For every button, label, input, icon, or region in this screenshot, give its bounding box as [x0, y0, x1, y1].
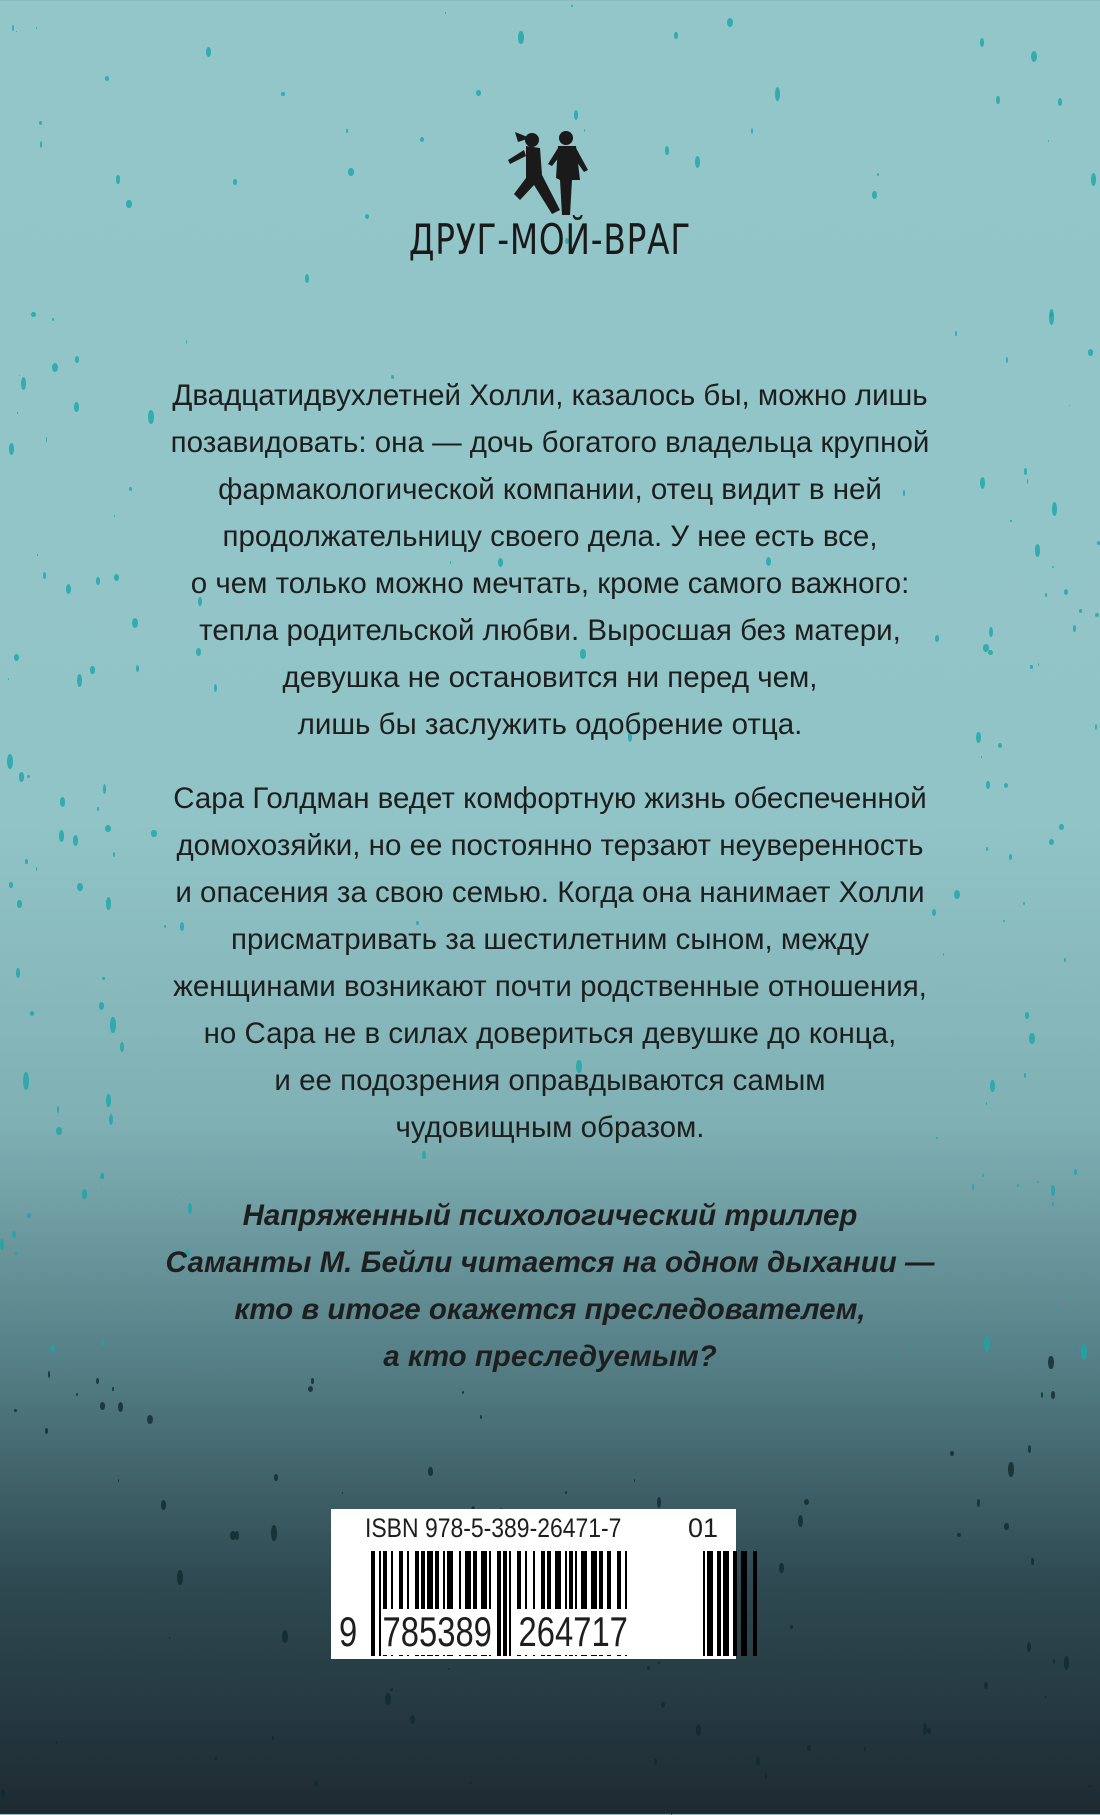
- splatter-dot: [927, 1728, 931, 1734]
- splatter-dot: [9, 882, 13, 888]
- splatter-dot: [281, 92, 285, 96]
- barcode-bar: [497, 1551, 501, 1656]
- text-line: Саманты М. Бейли читается на одном дыхании —: [165, 1246, 935, 1279]
- splatter-dot: [314, 1781, 317, 1788]
- splatter-dot: [462, 1391, 464, 1394]
- splatter-dot: [177, 1570, 182, 1585]
- splatter-dot: [12, 1231, 16, 1238]
- splatter-dot: [272, 1736, 275, 1740]
- splatter-dot: [1081, 1344, 1086, 1360]
- splatter-dot: [46, 437, 47, 441]
- splatter-dot: [1064, 589, 1068, 595]
- splatter-dot: [1052, 566, 1054, 568]
- splatter-dot: [480, 1415, 482, 1419]
- splatter-dot: [654, 1759, 657, 1765]
- splatter-dot: [271, 1525, 277, 1541]
- splatter-dot: [14, 1409, 17, 1413]
- splatter-dot: [43, 572, 46, 579]
- text-line: продолжательницу своего дела. У нее есть все,: [222, 520, 878, 553]
- splatter-dot: [8, 678, 9, 680]
- splatter-dot: [756, 1756, 760, 1767]
- splatter-dot: [147, 1415, 153, 1424]
- splatter-dot: [16, 968, 20, 977]
- splatter-dot: [571, 5, 572, 7]
- splatter-dot: [19, 772, 23, 782]
- text-line: тепла родительской любви. Выросшая без матери,: [199, 614, 901, 647]
- splatter-dot: [27, 1213, 31, 1218]
- splatter-dot: [1051, 1185, 1055, 1196]
- splatter-dot: [48, 1371, 50, 1377]
- text-line: позавидовать: она — дочь богатого владельца крупной: [170, 426, 930, 459]
- text-line: чудовищным образом.: [395, 1111, 705, 1144]
- barcode-bar: [733, 1551, 737, 1656]
- splatter-dot: [390, 1688, 392, 1691]
- text-line: о чем только можно мечтать, кроме самого важного:: [190, 567, 910, 600]
- splatter-dot: [647, 1666, 649, 1670]
- splatter-dot: [101, 1187, 102, 1188]
- splatter-dot: [342, 1492, 343, 1494]
- splatter-dot: [798, 1515, 803, 1527]
- splatter-dot: [12, 25, 14, 31]
- splatter-dot: [75, 356, 79, 363]
- splatter-dot: [1027, 1642, 1031, 1652]
- splatter-dot: [118, 1402, 123, 1412]
- splatter-dot: [1095, 613, 1099, 617]
- barcode-bar: [741, 1551, 747, 1656]
- splatter-dot: [422, 1151, 427, 1159]
- splatter-dot: [1079, 609, 1082, 613]
- splatter-dot: [17, 900, 21, 907]
- splatter-dot: [727, 18, 733, 28]
- splatter-dot: [565, 1491, 567, 1494]
- splatter-dot: [169, 1637, 171, 1639]
- splatter-dot: [1073, 625, 1075, 632]
- barcode-bar: [503, 1551, 507, 1656]
- splatter-dot: [100, 1402, 105, 1409]
- splatter-dot: [1052, 1202, 1054, 1206]
- splatter-dot: [214, 1757, 216, 1760]
- text-line: Сара Голдман ведет комфортную жизнь обеспеченной: [173, 782, 927, 815]
- splatter-dot: [1, 1789, 6, 1800]
- text-line: девушка не остановится ни перед чем,: [282, 661, 818, 694]
- text-line: Двадцатидвухлетней Холли, казалось бы, можно лишь: [172, 379, 928, 412]
- splatter-dot: [1008, 1462, 1013, 1477]
- splatter-dot: [308, 1386, 313, 1392]
- splatter-dot: [428, 1467, 432, 1475]
- splatter-dot: [39, 121, 42, 125]
- text-line: и ее подозрения оправдываются самым: [274, 1064, 826, 1097]
- splatter-dot: [445, 12, 446, 14]
- barcode-addon-text: 01: [688, 1513, 719, 1543]
- splatter-dot: [1048, 1356, 1054, 1369]
- splatter-dot: [56, 1741, 58, 1744]
- splatter-dot: [950, 1451, 954, 1455]
- splatter-dot: [984, 1682, 988, 1689]
- splatter-dot: [661, 1702, 665, 1708]
- isbn-text: ISBN 978-5-389-26471-7: [365, 1513, 622, 1543]
- splatter-dot: [36, 27, 37, 29]
- isbn-barcode: [331, 1509, 736, 1659]
- splatter-dot: [790, 1625, 793, 1629]
- text-line: кто в итоге окажется преследователем,: [234, 1293, 866, 1326]
- splatter-dot: [658, 1661, 660, 1664]
- splatter-dot: [1059, 824, 1064, 830]
- splatter-dot: [657, 1497, 661, 1507]
- splatter-dot: [981, 756, 982, 759]
- splatter-dot: [36, 867, 38, 871]
- splatter-dot: [955, 331, 957, 336]
- splatter-dot: [1031, 51, 1037, 62]
- barcode-bar: [707, 1551, 713, 1656]
- splatter-dot: [671, 1811, 673, 1815]
- barcode-digits-left: 785389: [382, 1608, 492, 1655]
- splatter-dot: [1072, 1347, 1073, 1349]
- barcode-bar: [717, 1551, 721, 1656]
- splatter-dot: [1056, 1308, 1057, 1311]
- splatter-dot: [15, 1252, 18, 1255]
- splatter-dot: [518, 31, 523, 44]
- splatter-dot: [1045, 1696, 1046, 1698]
- description-paragraph-1: [60, 372, 1040, 748]
- splatter-dot: [1097, 541, 1100, 545]
- splatter-dot: [1006, 357, 1008, 363]
- splatter-dot: [775, 87, 780, 100]
- splatter-dot: [23, 1072, 29, 1090]
- splatter-dot: [52, 363, 58, 372]
- text-line: но Сара не в силах довериться девушке до конца,: [203, 1017, 897, 1050]
- barcode-bar: [371, 1551, 375, 1656]
- splatter-dot: [385, 1693, 391, 1705]
- splatter-dot: [112, 1387, 114, 1391]
- splatter-dot: [1049, 309, 1054, 325]
- splatter-dot: [1064, 958, 1067, 961]
- splatter-dot: [14, 654, 20, 661]
- splatter-dot: [804, 1499, 809, 1505]
- splatter-dot: [1017, 1184, 1019, 1188]
- splatter-dot: [957, 1533, 960, 1537]
- splatter-dot: [1069, 405, 1070, 406]
- splatter-dot: [674, 32, 677, 39]
- splatter-dot: [9, 443, 14, 454]
- splatter-dot: [45, 1428, 47, 1434]
- splatter-dot: [30, 1011, 34, 1016]
- splatter-dot: [1049, 839, 1054, 846]
- splatter-dot: [1028, 1445, 1031, 1453]
- splatter-dot: [410, 1715, 415, 1724]
- splatter-dot: [980, 38, 984, 46]
- splatter-dot: [634, 1479, 635, 1482]
- barcode-bar: [723, 1551, 729, 1656]
- splatter-dot: [574, 110, 578, 119]
- splatter-dot: [50, 1345, 55, 1352]
- splatter-dot: [977, 1499, 980, 1507]
- barcode-bar: [703, 1551, 705, 1656]
- text-line: а кто преследуемым?: [383, 1340, 717, 1373]
- splatter-dot: [1004, 1523, 1009, 1531]
- splatter-dot: [282, 1630, 288, 1643]
- splatter-dot: [118, 1479, 120, 1482]
- splatter-dot: [274, 1474, 278, 1481]
- splatter-dot: [31, 312, 35, 317]
- splatter-dot: [1031, 1558, 1034, 1565]
- barcode-digits-right: 264717: [518, 1608, 628, 1655]
- description-paragraph-2: [60, 775, 1040, 1151]
- splatter-dot: [305, 274, 309, 283]
- splatter-dot: [76, 1393, 78, 1396]
- text-line: присматривать за шестилетним сыном, между: [231, 923, 869, 956]
- text-line: женщинами возникают почти родственные отношения,: [173, 970, 927, 1003]
- splatter-dot: [1053, 1659, 1055, 1664]
- splatter-dot: [1064, 1656, 1069, 1670]
- splatter-dot: [982, 1174, 984, 1177]
- splatter-dot: [19, 375, 20, 376]
- series-title: ДРУГ-МОЙ-ВРАГ: [408, 215, 692, 264]
- splatter-dot: [105, 76, 109, 81]
- splatter-dot: [864, 1747, 865, 1750]
- splatter-dot: [779, 1563, 784, 1573]
- splatter-dot: [1041, 1392, 1043, 1398]
- splatter-dot: [1037, 1181, 1039, 1184]
- splatter-dot: [996, 96, 999, 104]
- splatter-dot: [1095, 724, 1097, 730]
- text-line: лишь бы заслужить одобрение отца.: [297, 708, 803, 741]
- text-line: фармакологической компании, отец видит в ней: [218, 473, 882, 506]
- splatter-dot: [7, 754, 13, 769]
- splatter-dot: [470, 1782, 472, 1785]
- splatter-dot: [476, 90, 481, 96]
- splatter-dot: [448, 1668, 451, 1671]
- splatter-dot: [1088, 349, 1094, 356]
- splatter-dot: [101, 1173, 105, 1177]
- splatter-dot: [1045, 593, 1047, 598]
- splatter-dot: [1089, 1785, 1090, 1787]
- splatter-dot: [16, 31, 17, 33]
- splatter-dot: [25, 859, 29, 864]
- splatter-dot: [21, 377, 26, 390]
- splatter-dot: [1058, 98, 1063, 106]
- splatter-dot: [807, 1745, 811, 1751]
- text-line: Напряженный психологический триллер: [242, 1199, 858, 1232]
- splatter-dot: [765, 1773, 768, 1779]
- splatter-dot: [37, 554, 39, 556]
- barcode-bar: [509, 1551, 511, 1656]
- text-line: домохозяйки, но ее постоянно терзают неуверенность: [176, 829, 924, 862]
- splatter-dot: [1074, 1169, 1077, 1175]
- splatter-dot: [696, 1724, 701, 1736]
- splatter-dot: [235, 1531, 239, 1540]
- splatter-dot: [972, 1184, 974, 1189]
- text-line: и опасения за свою семью. Когда она нанимает Холли: [175, 876, 925, 909]
- barcode-addon-bars: [703, 1551, 763, 1656]
- splatter-dot: [0, 1239, 4, 1249]
- splatter-dot: [1051, 1391, 1056, 1399]
- splatter-dot: [27, 775, 30, 778]
- splatter-dot: [161, 1500, 166, 1510]
- splatter-dot: [17, 412, 19, 414]
- splatter-dot: [52, 318, 53, 321]
- splatter-dot: [186, 340, 188, 344]
- barcode-first-digit: 9: [339, 1608, 358, 1655]
- tagline-paragraph: [60, 1192, 1040, 1380]
- splatter-dot: [206, 47, 211, 57]
- barcode-bar: [753, 1551, 757, 1656]
- splatter-dot: [1052, 502, 1057, 516]
